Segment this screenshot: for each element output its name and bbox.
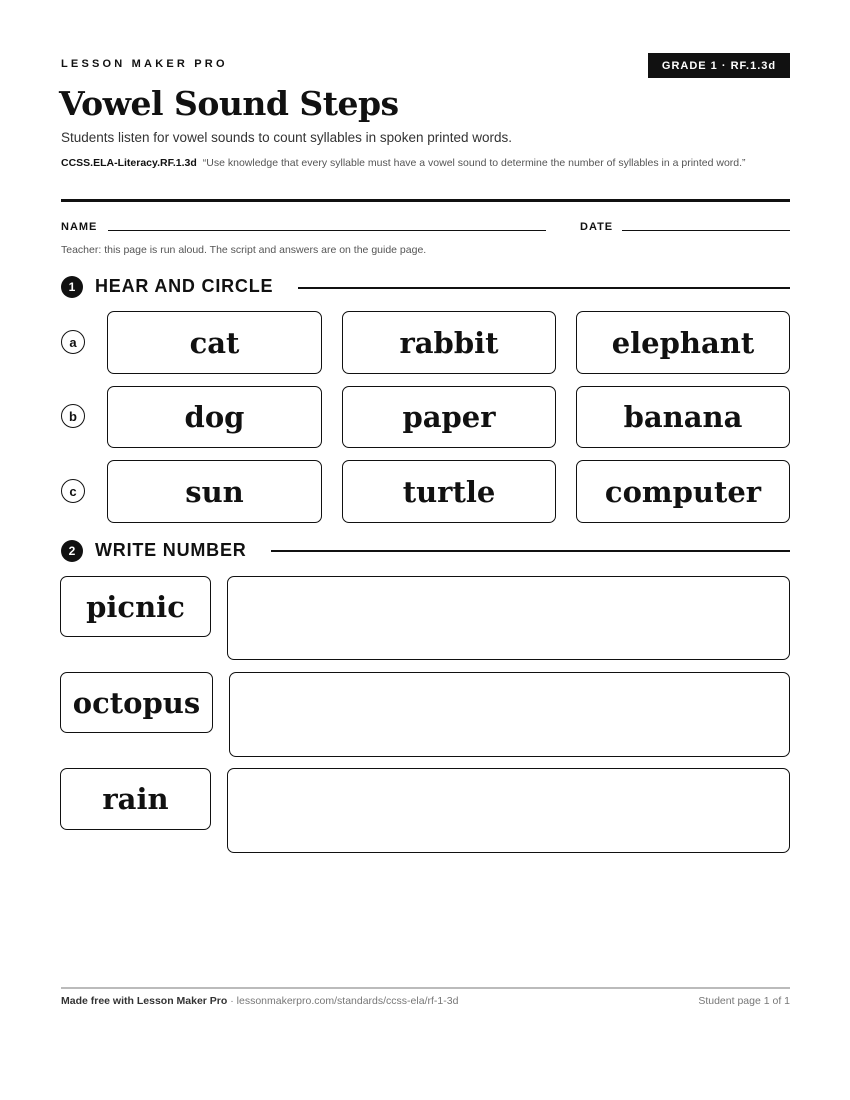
standard-text: “Use knowledge that every syllable must have a vowel sound to determine the number of syllables in a printed word.” [202,157,746,169]
teacher-note: Teacher: this page is run aloud. The script and answers are on the guide page. [61,244,427,256]
section-1-title: HEAR AND CIRCLE [95,276,274,296]
row-letter-b: b [61,404,85,428]
page-subtitle: Students listen for vowel sounds to count syllables in spoken printed words. [61,130,512,145]
answer-box-picnic[interactable] [227,576,790,660]
name-write-line[interactable] [108,230,546,231]
answer-box-rain[interactable] [227,768,790,853]
word-card-dog[interactable]: dog [107,386,322,448]
word-card-cat[interactable]: cat [107,311,322,374]
section-2-number: 2 [61,540,83,562]
footer-divider [61,987,790,989]
footer-separator: · [227,995,237,1007]
word-card-octopus: octopus [60,672,213,733]
word-card-elephant[interactable]: elephant [576,311,790,374]
word-card-picnic: picnic [60,576,211,637]
footer-made-with: Made free with Lesson Maker Pro [61,995,228,1007]
header-divider [61,199,790,202]
footer-page-number: Student page 1 of 1 [698,995,790,1007]
page-title: Vowel Sound Steps [59,84,399,123]
section-2-rule [271,550,790,552]
word-card-banana[interactable]: banana [576,386,790,448]
date-write-line[interactable] [622,230,790,231]
date-label: DATE [580,221,614,233]
standard-code: CCSS.ELA-Literacy.RF.1.3d [61,157,197,169]
answer-box-octopus[interactable] [229,672,790,757]
footer-credit [61,995,458,1007]
row-letter-a: a [61,330,85,354]
word-card-computer[interactable]: computer [576,460,790,523]
section-1-rule [298,287,790,289]
brand-name: LESSON MAKER PRO [61,58,228,70]
word-card-paper[interactable]: paper [342,386,556,448]
standard-statement [61,155,790,171]
row-letter-c: c [61,479,85,503]
word-card-sun[interactable]: sun [107,460,322,523]
word-card-rabbit[interactable]: rabbit [342,311,556,374]
section-1-number: 1 [61,276,83,298]
section-2-title: WRITE NUMBER [95,540,247,560]
grade-badge: GRADE 1 · RF.1.3d [648,53,790,78]
word-card-turtle[interactable]: turtle [342,460,556,523]
footer-url[interactable]: lessonmakerpro.com/standards/ccss-ela/rf-1-3d [236,995,459,1007]
word-card-rain: rain [60,768,211,830]
name-label: NAME [61,221,98,233]
